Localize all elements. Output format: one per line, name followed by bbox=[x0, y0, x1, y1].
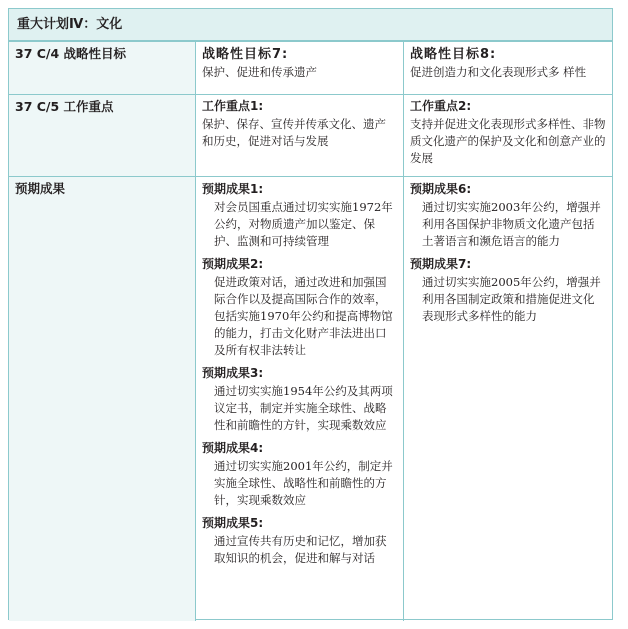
outcome-text: 通过切实实施1954年公约及其两项议定书，制定并实施全球性、战略性和前瞻性的方针，实现乘数效应 bbox=[214, 384, 393, 432]
outcome-text: 通过宣传共有历史和记忆，增加获取知识的机会，促进和解与对话 bbox=[214, 534, 387, 565]
row-label-cell bbox=[9, 42, 196, 95]
outcomes-col7-cell bbox=[196, 177, 404, 621]
goal7-cell bbox=[196, 42, 404, 95]
goal7-subtitle: 保护、促进和传承遗产 bbox=[202, 65, 317, 79]
priority1-cell bbox=[196, 95, 404, 177]
outcome-text: 通过切实实施2003年公约，增强并利用各国保护非物质文化遗产包括土著语言和濒危语言的能力 bbox=[422, 200, 601, 248]
priority1-text: 保护、保存、宣传并传承文化、遗产和历史，促进对话与发展 bbox=[202, 117, 386, 148]
outcome-title: 预期成果4: bbox=[202, 441, 264, 455]
goal8-subtitle: 促进创造力和文化表现形式多 样性 bbox=[410, 65, 587, 79]
row-label-cell bbox=[9, 95, 196, 177]
programme-table bbox=[9, 41, 612, 621]
outcome-text: 通过切实实施2005年公约，增强并利用各国制定政策和措施促进文化表现形式多样性的能力 bbox=[422, 275, 601, 323]
priority2-title: 工作重点2: bbox=[410, 99, 472, 113]
outcome-title: 预期成果3: bbox=[202, 366, 264, 380]
outcome-text: 通过切实实施2001年公约，制定并实施全球性、战略性和前瞻性的方针，实现乘数效应 bbox=[214, 459, 393, 507]
outcome-title: 预期成果7: bbox=[410, 257, 472, 271]
outcome-text: 对会员国重点通过切实实施1972年公约，对物质遗产加以鉴定、保护、监测和可持续管理 bbox=[214, 200, 393, 248]
row-label-priorities: 37 C/5 工作重点 bbox=[15, 99, 114, 114]
outcome-title: 预期成果5: bbox=[202, 516, 264, 530]
programme-table-frame bbox=[8, 8, 613, 620]
goal7-title: 战略性目标7: bbox=[202, 47, 289, 62]
priority1-title: 工作重点1: bbox=[202, 99, 264, 113]
row-label-goals: 37 C/4 战略性目标 bbox=[15, 46, 127, 61]
priority2-cell bbox=[404, 95, 613, 177]
outcome-title: 预期成果6: bbox=[410, 182, 472, 196]
outcome-title: 预期成果1: bbox=[202, 182, 264, 196]
outcome-text: 促进政策对话，通过改进和加强国际合作以及提高国际合作的效率，包括实施1970年公约和提高博物馆的能力，打击文化财产非法进出口及所有权非法转让 bbox=[214, 275, 393, 357]
table-row-goals bbox=[9, 42, 612, 95]
row-label-cell bbox=[9, 177, 196, 621]
table-row-priorities bbox=[9, 95, 612, 177]
table-row-outcomes bbox=[9, 177, 612, 621]
row-label-outcomes: 预期成果 bbox=[15, 181, 66, 196]
goal8-title: 战略性目标8: bbox=[410, 47, 497, 62]
table-title: 重大计划Ⅳ：文化 bbox=[9, 9, 612, 41]
outcome-title: 预期成果2: bbox=[202, 257, 264, 271]
outcomes-col8-cell bbox=[404, 177, 613, 621]
priority2-text: 支持并促进文化表现形式多样性、非物质文化遗产的保护及文化和创意产业的发展 bbox=[410, 117, 606, 165]
goal8-cell bbox=[404, 42, 613, 95]
